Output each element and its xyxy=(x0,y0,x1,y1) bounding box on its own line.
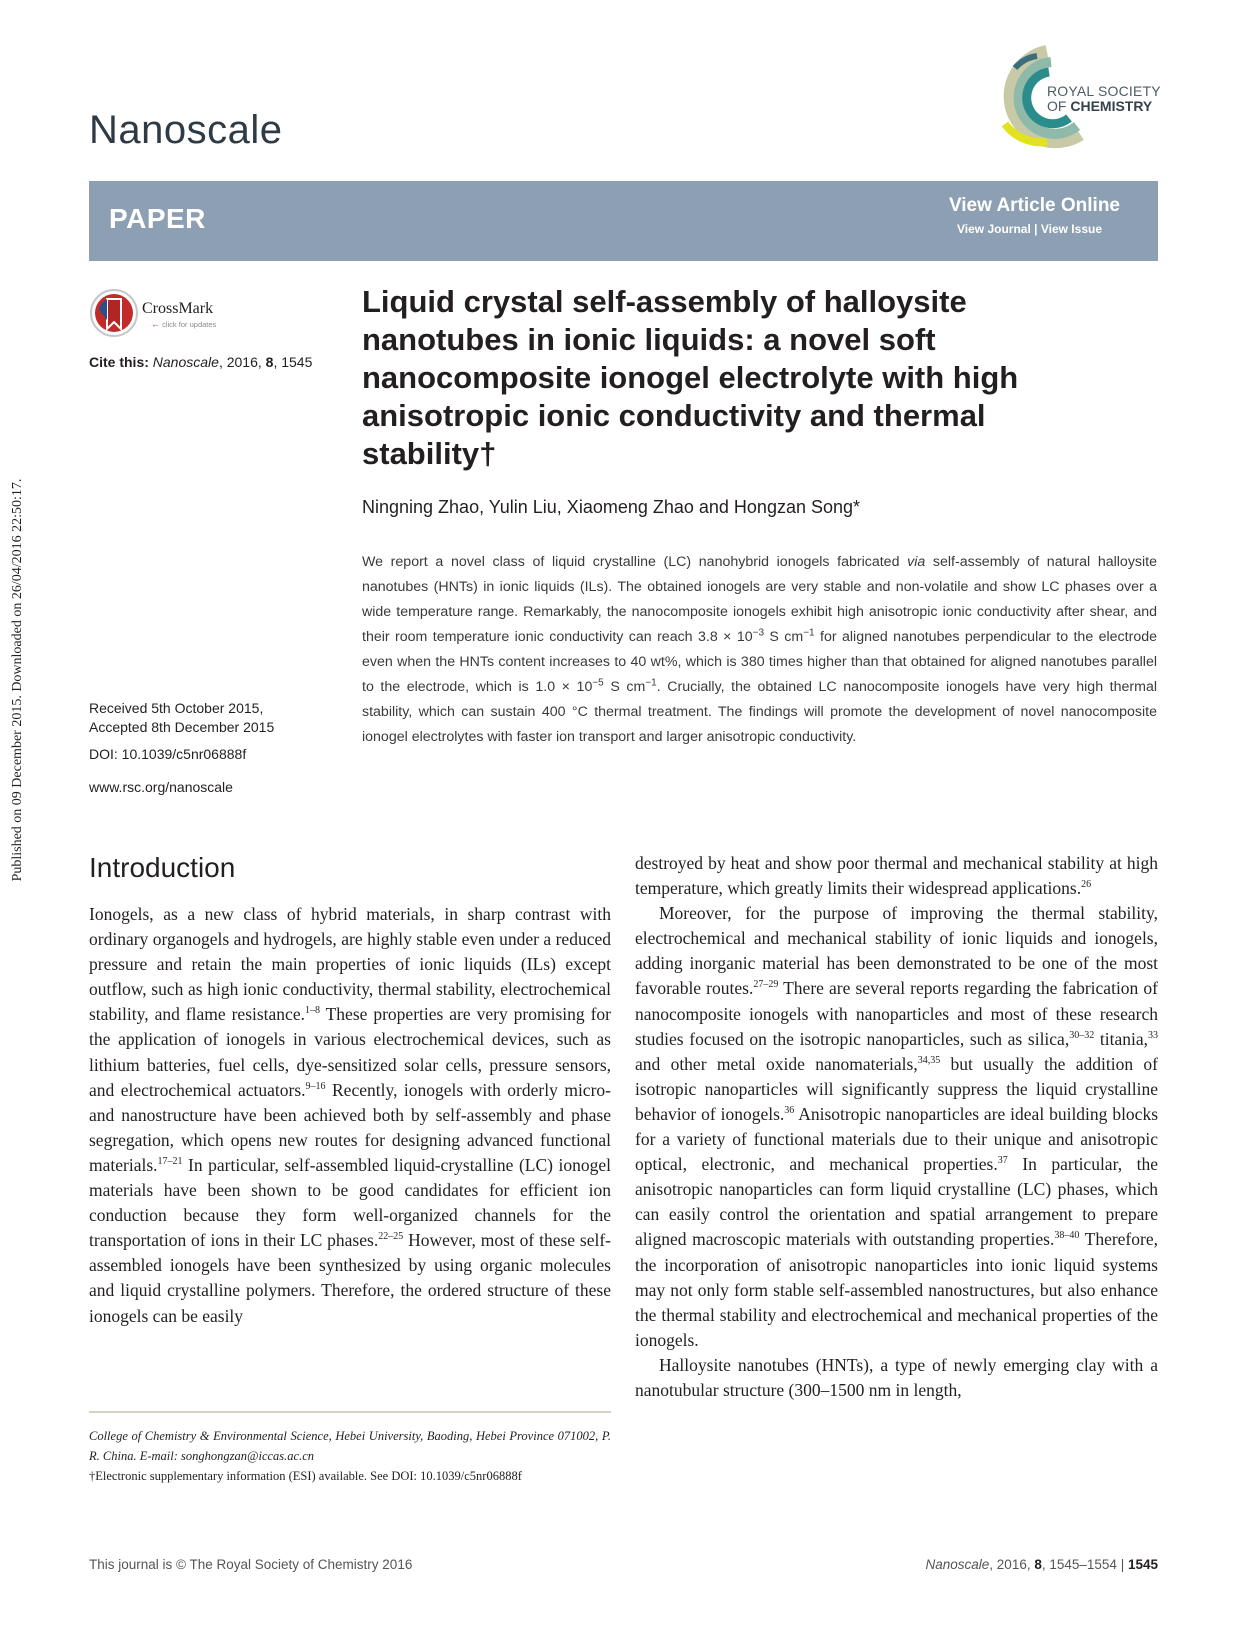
citation-ref[interactable]: 37 xyxy=(997,1155,1008,1167)
rsc-logo-line2: OF CHEMISTRY xyxy=(1047,98,1153,114)
paragraph: Moreover, for the purpose of improving the thermal stability, electrochemical and mechanical stability of ionic liquids and ionogels, adding inorganic material has been demonstrated to be one of the most favorable routes.$^{27-29}$ There are several reports regarding the fabrication of nanocomposite ionogels with nanoparticles and most of these research studies focused on the isotropic nanoparticles, such as silica,$^{30-32}$ titania,$^{33}$ and other metal oxide nanomaterials,$^{34,35}$ but usually the addition of isotropic nanoparticles will significantly suppress the liquid crystalline behavior of ionogels.$^{36}$ Anisotropic nanoparticles are ideal building blocks for a variety of functional materials due to their unique and anisotropic optical, electronic, and mechanical properties.$^{37}$ In particular, the anisotropic nanoparticles can form liquid crystalline (LC) phases, which can easily control the orientation and spatial arrangement to prepare aligned macroscopic materials with outstanding properties.$^{38-40}$ Therefore, the incorporation of anisotropic nanoparticles into ionic liquid systems may not only form stable self-assembled nanostructures, but also enhance the thermal stability and electrochemical and mechanical properties of the ionogels. xyxy=(635,903,1159,1350)
body-right-column xyxy=(635,851,1158,1403)
citation-ref[interactable]: 36 xyxy=(784,1105,795,1117)
citation-ref[interactable]: 27–29 xyxy=(753,979,779,991)
link-separator: | xyxy=(1030,222,1041,236)
article-title: Liquid crystal self-assembly of halloysite nanotubes in ionic liquids: a novel soft nanocomposite ionogel electrolyte with high anisotropic ionic conductivity and thermal stability† xyxy=(362,284,1019,471)
rsc-logo-line1: ROYAL SOCIETY xyxy=(1047,83,1161,99)
citation-ref[interactable]: 1–8 xyxy=(304,1005,320,1017)
citation-line: Cite this: Nanoscale, 2016, 8, 1545 xyxy=(89,354,313,370)
crossmark-sublabel: ← click for updates xyxy=(151,319,217,329)
abstract: We report a novel class of liquid crystalline (LC) nanohybrid ionogels fabricated via self-assembly of natural halloysite nanotubes (HNTs) in ionic liquids (ILs). The obtained ionogels are very stable and non-volatile and show LC phases over a wide temperature range. Remarkably, the nanocomposite ionogels exhibit high anisotropic ionic conductivity after shear, and their room temperature ionic conductivity can reach $3.8 \times 10^{-3}$ S $cm^{-1}$ for aligned nanotubes perpendicular to the electrode even when the HNTs content increases to 40 wt%, which is 380 times higher than that obtained for aligned nanotubes parallel to the electrode, which is $1.0 \times 10^{-5}$ S $cm^{-1}$. Crucially, the obtained LC nanocomposite ionogels have very high thermal stability, which can sustain 400 °C thermal treatment. The findings will promote the development of novel nanocomposite ionogel electrolytes with faster ion transport and larger anisotropic conductivity. xyxy=(362,554,1157,745)
article-type-label: PAPER xyxy=(109,203,206,234)
article-type-banner xyxy=(89,181,1158,261)
paragraph: Ionogels, as a new class of hybrid materials, in sharp contrast with ordinary organogels and hydrogels, are highly stable even under a reduced pressure and retain the main properties of ionic liquids (ILs) except outflow, such as high ionic conductivity, thermal stability, electrochemical stability, and flame resistance.$^{1-8}$ These properties are very promising for the application of ionogels in various electrochemical devices, such as lithium batteries, fuel cells, dye-sensitized solar cells, pressure sensors, and electrochemical actuators.$^{9-16}$ Recently, ionogels with orderly micro- and nanostructure have been achieved both by self-assembly and phase segregation, which opens new routes for designing advanced functional materials.$^{17-21}$ In particular, self-assembled liquid-crystalline (LC) ionogel materials have been shown to be good candidates for efficient ion conduction because they form well-organized channels for the transportation of ions in their LC phases.$^{22-25}$ However, most of these self-assembled ionogels have been synthesized by using organic molecules and liquid crystalline polymers. Therefore, the ordered structure of these ionogels can be easily xyxy=(89,904,611,1326)
citation-ref[interactable]: 30–32 xyxy=(1069,1029,1095,1041)
footnote xyxy=(89,1426,611,1486)
journal-url[interactable]: www.rsc.org/nanoscale xyxy=(89,779,233,795)
page-number: 1545 xyxy=(1127,1557,1158,1572)
section-heading-introduction: Introduction xyxy=(89,852,236,883)
citation-ref[interactable]: 9–16 xyxy=(305,1080,326,1092)
doi[interactable]: DOI: 10.1039/c5nr06888f xyxy=(89,746,247,762)
history-dates xyxy=(89,699,274,737)
rsc-logo[interactable] xyxy=(985,38,1185,156)
view-journal-link[interactable]: View Journal xyxy=(957,222,1031,236)
footnote-divider xyxy=(89,1411,611,1413)
copyright-footer: This journal is © The Royal Society of Chemistry 2016 xyxy=(89,1557,413,1572)
citation-ref[interactable]: 38–40 xyxy=(1054,1230,1080,1242)
view-article-online-link[interactable]: View Article Online xyxy=(948,195,1120,216)
download-stamp-text: Published on 09 December 2015. Downloaded on 26/04/2016 22:50:17. xyxy=(10,478,25,882)
crossmark-icon xyxy=(89,288,139,338)
journal-title: Nanoscale xyxy=(89,108,283,152)
affiliation: College of Chemistry & Environmental Science, Hebei University, Baoding, Hebei Province 071002, P. R. China. E-mail: songhongzan@iccas.ac.cn xyxy=(89,1429,611,1463)
crossmark-badge[interactable] xyxy=(89,288,239,340)
paragraph: destroyed by heat and show poor thermal and mechanical stability at high temperature, which greatly limits their widespread applications.$^{26}$ xyxy=(635,853,1158,899)
citation-ref[interactable]: 26 xyxy=(1081,879,1092,891)
accepted-date: Accepted 8th December 2015 xyxy=(89,719,275,735)
received-date: Received 5th October 2015, xyxy=(89,700,264,716)
paragraph: Halloysite nanotubes (HNTs), a type of newly emerging clay with a nanotubular structure (300–1500 nm in length, xyxy=(635,1354,1158,1400)
citation-ref[interactable]: 22–25 xyxy=(378,1231,404,1243)
esi-note: †Electronic supplementary information (ESI) available. See DOI: 10.1039/c5nr06888f xyxy=(89,1469,522,1483)
author-list: Ningning Zhao, Yulin Liu, Xiaomeng Zhao and Hongzan Song* xyxy=(362,497,861,517)
view-links xyxy=(957,222,1102,236)
view-issue-link[interactable]: View Issue xyxy=(1040,222,1102,236)
citation-ref[interactable]: 34,35 xyxy=(917,1054,941,1066)
citation-ref[interactable]: 33 xyxy=(1148,1029,1158,1041)
citation-ref[interactable]: 17–21 xyxy=(157,1156,183,1168)
crossmark-label: CrossMark xyxy=(142,300,214,317)
arrow-left-icon: ← xyxy=(151,319,160,329)
body-left-column xyxy=(89,902,611,1329)
page-footer-citation: Nanoscale, 2016, 8, 1545–1554 | 1545 xyxy=(925,1557,1158,1572)
